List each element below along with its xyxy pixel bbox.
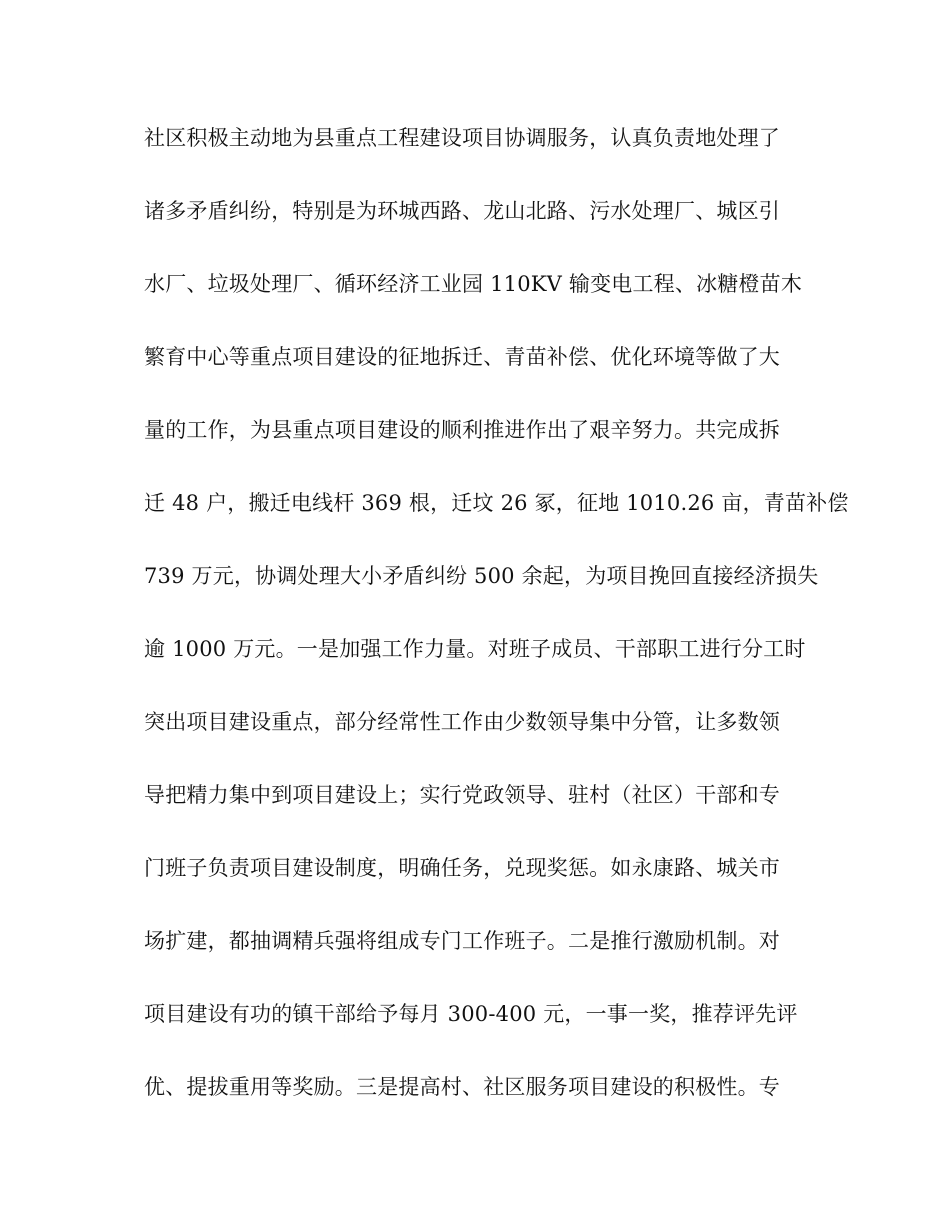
text-line: 导把精力集中到项目建设上；实行党政领导、驻村（社区）干部和专 xyxy=(144,783,780,807)
text-line: 繁育中心等重点项目建设的征地拆迁、青苗补偿、优化环境等做了大 xyxy=(144,345,780,369)
text-line: 门班子负责项目建设制度，明确任务，兑现奖惩。如永康路、城关市 xyxy=(144,856,780,880)
text-line: 水厂、垃圾处理厂、循环经济工业园 110KV 输变电工程、冰糖橙苗木 xyxy=(144,272,803,296)
text-line: 诸多矛盾纠纷，特别是为环城西路、龙山北路、污水处理厂、城区引 xyxy=(144,199,780,223)
text-line: 逾 1000 万元。一是加强工作力量。对班子成员、干部职工进行分工时 xyxy=(144,637,806,661)
text-line: 量的工作，为县重点项目建设的顺利推进作出了艰辛努力。共完成拆 xyxy=(144,418,780,442)
text-line: 优、提拔重用等奖励。三是提高村、社区服务项目建设的积极性。专 xyxy=(144,1075,780,1099)
text-line: 项目建设有功的镇干部给予每月 300-400 元，一事一奖，推荐评先评 xyxy=(144,1002,798,1026)
text-line: 突出项目建设重点，部分经常性工作由少数领导集中分管，让多数领 xyxy=(144,710,780,734)
text-line: 迁 48 户，搬迁电线杆 369 根，迁坟 26 冢，征地 1010.26 亩，青苗补偿 xyxy=(144,491,849,515)
text-line: 社区积极主动地为县重点工程建设项目协调服务，认真负责地处理了 xyxy=(144,126,780,150)
document-body xyxy=(144,120,849,1142)
text-line: 场扩建，都抽调精兵强将组成专门工作班子。二是推行激励机制。对 xyxy=(144,929,780,953)
text-line: 739 万元，协调处理大小矛盾纠纷 500 余起，为项目挽回直接经济损失 xyxy=(144,564,819,588)
